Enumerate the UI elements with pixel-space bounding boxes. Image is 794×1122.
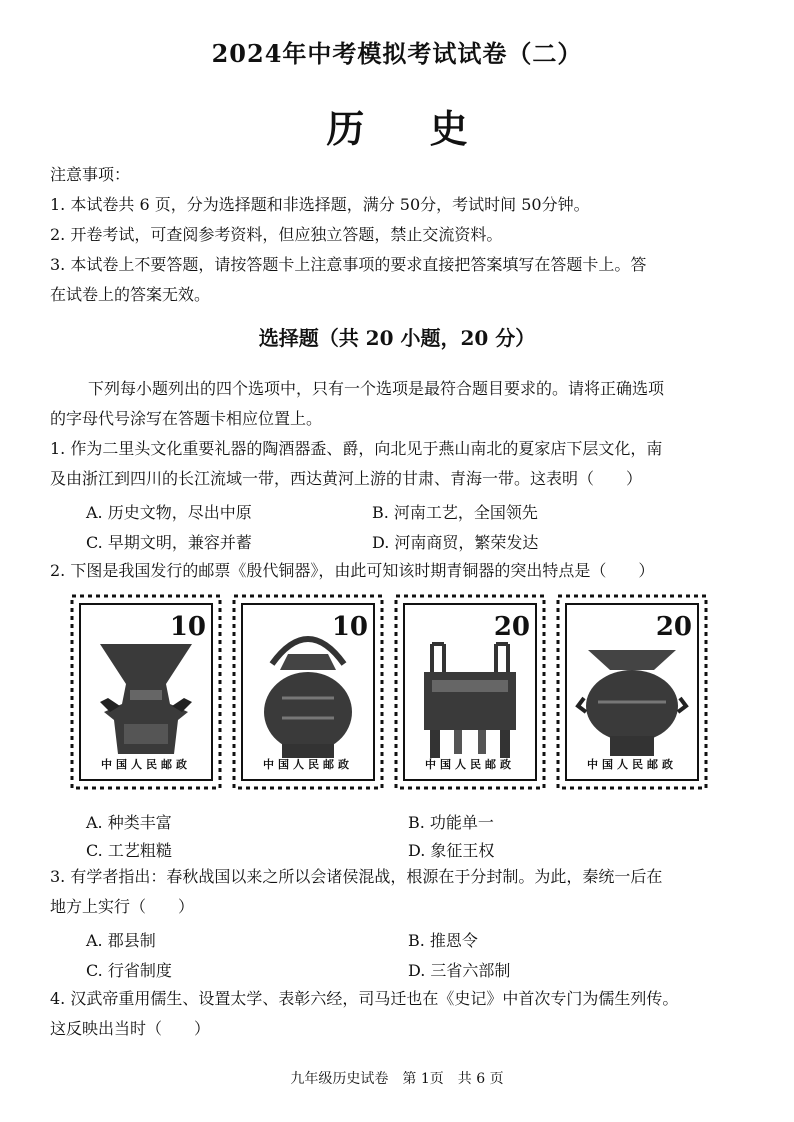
question-3-line-1: 3. 有学者指出：春秋战国以来之所以会诸侯混战，根源在于分封制。为此，秦统一后在 [50, 867, 663, 886]
stamp-2-value: 10 [331, 612, 368, 642]
stamp-4-country: 中国人民邮政 [587, 758, 677, 771]
stamp-4 [556, 594, 708, 790]
stamp-3 [394, 594, 546, 790]
subject-title: 历 史 [326, 106, 494, 151]
question-3-option-d: D. 三省六部制 [408, 961, 511, 980]
section-intro-line-1: 下列每小题列出的四个选项中，只有一个选项是最符合题目要求的。请将正确选项 [88, 379, 665, 398]
stamp-2 [232, 594, 384, 790]
question-3-option-b: B. 推恩令 [408, 931, 478, 950]
question-1-option-b: B. 河南工艺，全国领先 [372, 503, 538, 522]
stamp-4-value: 20 [655, 612, 692, 642]
stamp-images [70, 594, 710, 792]
question-4-line-2: 这反映出当时（ ） [50, 1019, 211, 1038]
question-1-line-1: 1. 作为二里头文化重要礼器的陶酒器盉、爵，向北见于燕山南北的夏家店下层文化，南 [50, 439, 663, 458]
stamp-1 [70, 594, 222, 790]
question-1-option-a: A. 历史文物，尽出中原 [86, 503, 252, 522]
question-2-line-1: 2. 下图是我国发行的邮票《殷代铜器》，由此可知该时期青铜器的突出特点是（ ） [50, 561, 655, 580]
notice-item-2: 2. 开卷考试，可查阅参考资料，但应独立答题，禁止交流资料。 [50, 225, 503, 244]
stamp-2-country: 中国人民邮政 [263, 758, 353, 771]
question-2-option-d: D. 象征王权 [408, 841, 495, 860]
question-1-line-2: 及由浙江到四川的长江流域一带，西达黄河上游的甘肃、青海一带。这表明（ ） [50, 469, 643, 488]
question-2-option-c: C. 工艺粗糙 [86, 841, 172, 860]
page-footer: 九年级历史试卷 第 1页 共 6 页 [290, 1071, 504, 1087]
question-1-option-c: C. 早期文明，兼容并蓄 [86, 533, 252, 552]
stamp-1-country: 中国人民邮政 [101, 758, 191, 771]
question-3-option-c: C. 行省制度 [86, 961, 172, 980]
notice-item-1: 1. 本试卷共 6 页，分为选择题和非选择题，满分 50分，考试时间 50分钟。 [50, 195, 590, 214]
stamp-3-value: 20 [493, 612, 530, 642]
question-1-option-d: D. 河南商贸，繁荣发达 [372, 533, 539, 552]
stamp-3-country: 中国人民邮政 [425, 758, 515, 771]
question-2-option-a: A. 种类丰富 [86, 813, 172, 832]
question-4-line-1: 4. 汉武帝重用儒生、设置太学、表彰六经，司马迁也在《史记》中首次专门为儒生列传。 [50, 989, 679, 1008]
notice-item-3-line-1: 3. 本试卷上不要答题，请按答题卡上注意事项的要求直接把答案填写在答题卡上。答 [50, 255, 647, 274]
notice-item-3-line-2: 在试卷上的答案无效。 [50, 285, 211, 304]
notice-heading: 注意事项： [50, 165, 131, 184]
question-3-option-a: A. 郡县制 [86, 931, 156, 950]
section-intro-line-2: 的字母代号涂写在答题卡相应位置上。 [50, 409, 323, 428]
stamp-1-value: 10 [169, 612, 206, 642]
exam-title: 2024年中考模拟考试试卷（二） [211, 39, 583, 68]
question-3-line-2: 地方上实行（ ） [50, 897, 195, 916]
question-2-option-b: B. 功能单一 [408, 813, 494, 832]
section-title: 选择题（共 20 小题，20 分） [258, 326, 536, 350]
